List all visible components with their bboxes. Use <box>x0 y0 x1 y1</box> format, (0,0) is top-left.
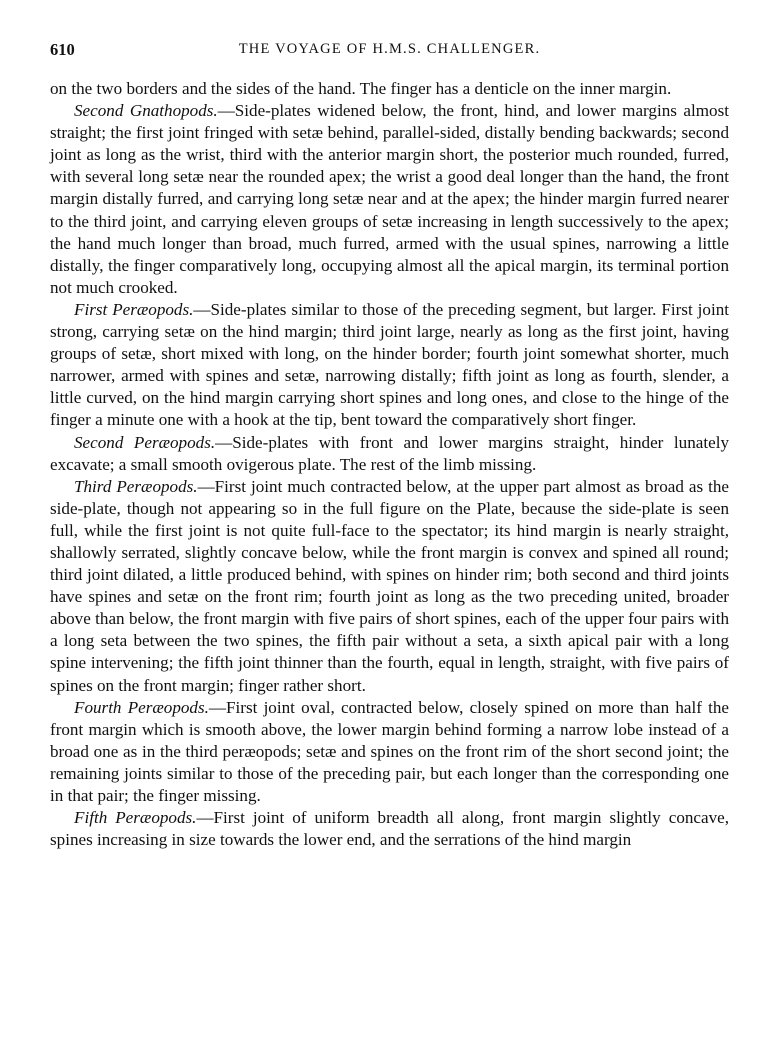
paragraph-heading: Fourth Peræopods. <box>74 697 209 717</box>
paragraph-heading: Third Peræopods. <box>74 476 198 496</box>
paragraph-heading: Second Gnathopods. <box>74 101 218 121</box>
paragraph-text: —Side-plates similar to those of the preceding segment, but larger. First joint strong, carrying setæ on the hind margin; third joint large, nearly as long as the first joint, having groups of setæ, short mixed with long, on the hinder border; fourth joint somewhat shorter, much narrower, armed with spines and setæ, narrowing distally; fifth joint as long as fourth, slender, a little curved, on the hind margin carrying short spines and long ones, and close to the hinge of the finger a minute one with a hook at the tip, bent toward the comparatively short finger. <box>50 299 729 430</box>
paragraph-first-peraeopods <box>50 299 729 432</box>
paragraph-third-peraeopods <box>50 476 729 697</box>
paragraph-text: —Side-plates widened below, the front, hind, and lower margins almost straight; the first joint fringed with setæ behind, parallel-sided, distally bending backwards; second joint as long as the wrist, third with the anterior margin short, the posterior much rounded, furred, with several long setæ near the rounded apex; the wrist a good deal longer than the hand, the front margin distally furred, and carrying long setæ near and at the apex; the hinder margin furred nearer to the third joint, and carrying eleven groups of setæ increasing in length successively to the apex; the hand much longer than broad, much furred, armed with the usual spines, narrowing a little distally, the finger comparatively long, occupying almost all the apical margin, its terminal portion not much crooked. <box>50 101 729 297</box>
paragraph-continuation <box>50 78 729 100</box>
paragraph-text: —Side-plates with front and lower margins straight, hinder lunately excavate; a small smooth ovigerous plate. The rest of the limb missing. <box>50 432 729 474</box>
paragraph-second-gnathopods <box>50 100 729 299</box>
page-header <box>50 40 729 62</box>
paragraph-text: —First joint of uniform breadth all along, front margin slightly concave, spines increasing in size towards the lower end, and the serrations of the hind margin <box>50 808 729 850</box>
paragraph-heading: Second Peræopods. <box>74 432 216 452</box>
paragraph-second-peraeopods <box>50 432 729 476</box>
paragraph-text: —First joint much contracted below, at the upper part almost as broad as the side-plate, though not appearing so in the full figure on the Plate, because the side-plate is seen full, while the first joint is not quite full-face to the spectator; its hind margin is nearly straight, shallowly serrated, slightly concave below, while the front margin is convex and spined all round; third joint dilated, a little produced behind, with spines on hinder rim; both second and third joints have spines and setæ on the front rim; fourth joint as long as the two preceding united, broader above than below, the front margin with five pairs of short spines, each of the upper four pairs with a long seta between the two spines, the fifth pair without a seta, a sixth apical pair with a long spine intervening; the fifth joint thinner than the fourth, equal in length, straight, with five pairs of spines on the front margin; finger rather short. <box>50 476 729 695</box>
paragraph-text: —First joint oval, contracted below, closely spined on more than half the front margin which is smooth above, the lower margin behind forming a narrow lobe instead of a broad one as in the third peræopods; setæ and spines on the front rim of the short second joint; the remaining joints similar to those of the preceding pair, but each longer than the corresponding one in that pair; the finger missing. <box>50 697 730 805</box>
body-text <box>50 78 729 851</box>
paragraph-fourth-peraeopods <box>50 697 729 807</box>
paragraph-heading: First Peræopods. <box>74 299 194 319</box>
page-number: 610 <box>50 40 75 59</box>
paragraph-fifth-peraeopods <box>50 807 729 851</box>
paragraph-heading: Fifth Peræopods. <box>74 808 197 828</box>
paragraph-text: on the two borders and the sides of the hand. The finger has a denticle on the inner margin. <box>50 79 672 98</box>
running-title: THE VOYAGE OF H.M.S. CHALLENGER. <box>238 41 541 57</box>
